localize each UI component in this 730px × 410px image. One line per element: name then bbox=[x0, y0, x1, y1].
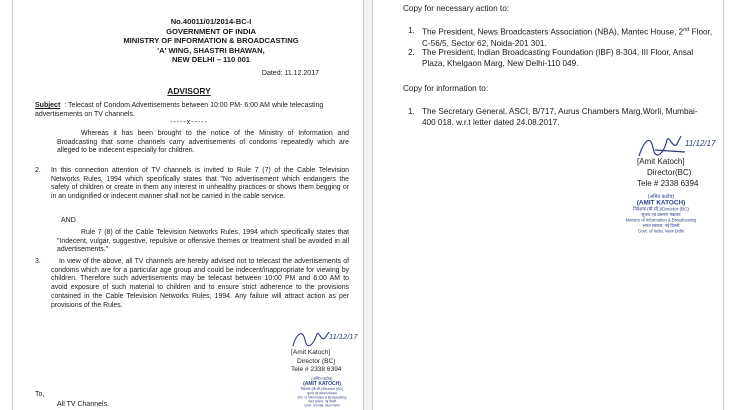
copy-action-heading: Copy for necessary action to: bbox=[403, 4, 510, 13]
stamp-right-line-7: Govt. of India, New Delhi bbox=[637, 228, 685, 234]
ministry-line: MINISTRY OF INFORMATION & BROADCASTING bbox=[123, 36, 299, 46]
copy-info-heading: Copy for information to: bbox=[403, 84, 489, 93]
stamp-left-line-2: (AMIT KATOCH) bbox=[303, 381, 341, 387]
address-line-2: NEW DELHI – 110 001 bbox=[171, 55, 251, 65]
paragraph-2-text: In this connection attention of TV channels is invited to Rule 7 (7) of the Cable Television Networks Rules, 1994 which specifically states that "No advertisement which endangers the safety of children or create in them any interest in unhealthy practices or shows them begging or in an undignified or indecent manner shall not be carried in the cable service. bbox=[51, 167, 349, 201]
separator: -----x----- bbox=[170, 119, 208, 126]
designation-left: Director (BC) bbox=[297, 357, 336, 365]
stamp-left-line-5: Min. of Information & Broadcasting bbox=[297, 395, 347, 400]
paragraph-3 bbox=[35, 258, 349, 310]
action-item-2-text: The President, Indian Broadcasting Foundation (IBF) 8-304, III Floor, Ansal Plaza, Khelgaon Marg, New Delhi-110 049. bbox=[422, 48, 694, 69]
stamp-right-line-3: निदेशक (बी.सी.)/Director (BC) bbox=[633, 206, 689, 212]
official-stamp-left bbox=[281, 375, 363, 409]
and-conjunction: AND bbox=[61, 217, 76, 224]
subject-label: Subject bbox=[35, 102, 61, 109]
paragraph-3-text: In view of the above, all TV channels are hereby advised not to telecast the advertisements of condoms which are for a particular age group and could be indecent/inappropriate for viewing by children. Therefore such advertisements may be telecast between 10:00 PM and 6:00 AM to avoid exposure of such material to children and to ensure strict adherence to the provisions contained in the Cable Television Networks Rules, 1994. Any failure will attract action as per provisions of the Rules. bbox=[51, 258, 349, 309]
info-item-1 bbox=[408, 106, 708, 128]
letterhead bbox=[81, 17, 341, 65]
document-title: ADVISORY bbox=[167, 86, 211, 96]
subject-line bbox=[35, 101, 345, 119]
official-stamp-right bbox=[603, 192, 713, 236]
paragraph-rule-7-8: Rule 7 (8) of the Cable Television Networks Rules, 1994 which specifically states that "Indecent, vulgar, suggestive, repulsive or offensive themes or treatment shall be avoided in all advertisements." bbox=[57, 229, 349, 254]
stamp-right-line-2: (AMIT KATOCH) bbox=[636, 199, 686, 207]
signatory-name-left: [Amit Katoch] bbox=[291, 349, 331, 356]
action-item-2 bbox=[408, 47, 713, 69]
copy-list-page bbox=[372, 0, 724, 410]
telephone-right: Tele # 2338 6394 bbox=[637, 179, 699, 188]
signature-date-right: 11/12/17 bbox=[685, 139, 716, 148]
info-item-1-number: 1. bbox=[408, 107, 415, 116]
action-item-2-number: 2. bbox=[408, 48, 415, 57]
signature-scrawl-left bbox=[291, 326, 363, 350]
stamp-right-line-6: भारत सरकार, नई दिल्ली bbox=[642, 223, 680, 228]
designation-right: Director(BC) bbox=[647, 168, 692, 177]
paragraph-2 bbox=[35, 167, 349, 202]
stamp-left-line-3: निदेशक (बी.सी.)/Director (BC) bbox=[300, 387, 344, 391]
stamp-right-line-1: (अमित कटोच) bbox=[647, 194, 675, 200]
addressee-label: To, bbox=[35, 391, 45, 398]
action-item-1 bbox=[408, 25, 713, 49]
stamp-left-line-7: Govt. of India, New Delhi bbox=[304, 403, 340, 408]
document-date: Dated: 11.12.2017 bbox=[261, 70, 319, 77]
stamp-left-line-6: भारत सरकार, नई दिल्ली bbox=[307, 399, 337, 404]
paragraph-2-number: 2. bbox=[35, 167, 41, 174]
paragraph-3-number: 3. bbox=[35, 258, 41, 265]
signatory-block-left bbox=[291, 349, 342, 375]
stamp-right-line-4: सूचना एवं प्रसारण मंत्रालय bbox=[641, 212, 681, 217]
action-item-1-superscript: nd bbox=[683, 27, 690, 33]
signature-date-left: 11/12/17 bbox=[329, 332, 358, 341]
addressee: All TV Channels. bbox=[57, 401, 110, 408]
government-line: GOVERNMENT OF INDIA bbox=[166, 26, 256, 36]
action-item-1-text bbox=[422, 25, 713, 49]
signatory-name-right: [Amit Katoch] bbox=[637, 157, 685, 166]
info-item-1-text: The Secretary General, ASCI, B/717, Aurus Chambers Marg,Worli, Mumbai-400 018. w.r.t letter dated 24.08.2017. bbox=[422, 107, 698, 128]
subject-text: : Telecast of Condom Advertisements between 10:00 PM- 6:00 AM while telecasting advertisements on TV channels. bbox=[35, 102, 324, 119]
page-gap bbox=[364, 0, 372, 410]
file-number: No.40011/01/2014-BC-I bbox=[170, 17, 252, 26]
address-line-1: 'A' WING, SHASTRI BHAWAN, bbox=[157, 45, 265, 55]
stamp-left-line-4: सूचना एवं प्रसारण मंत्रालय bbox=[307, 391, 337, 396]
paragraph-1: Whereas it has been brought to the notice of the Ministry of Information and Broadcasting that some channels carry advertisements of condoms repeatedly which are alleged to be indecent especially for children. bbox=[57, 130, 349, 155]
stamp-right-line-5: Ministry of Information & Broadcasting bbox=[625, 217, 697, 223]
action-item-1-text-part-2: Floor, C-56/5, Sector 62, Noida-201 301. bbox=[422, 27, 713, 48]
advisory-page bbox=[12, 0, 364, 410]
action-item-1-text-part-1: The President, News Broadcasters Association (NBA), Mantec House, 2 bbox=[422, 27, 684, 37]
telephone-left: Tele # 2338 6394 bbox=[291, 366, 342, 374]
action-item-1-number: 1. bbox=[408, 26, 415, 35]
stamp-left-line-1: (अमित कटोच) bbox=[311, 376, 333, 381]
